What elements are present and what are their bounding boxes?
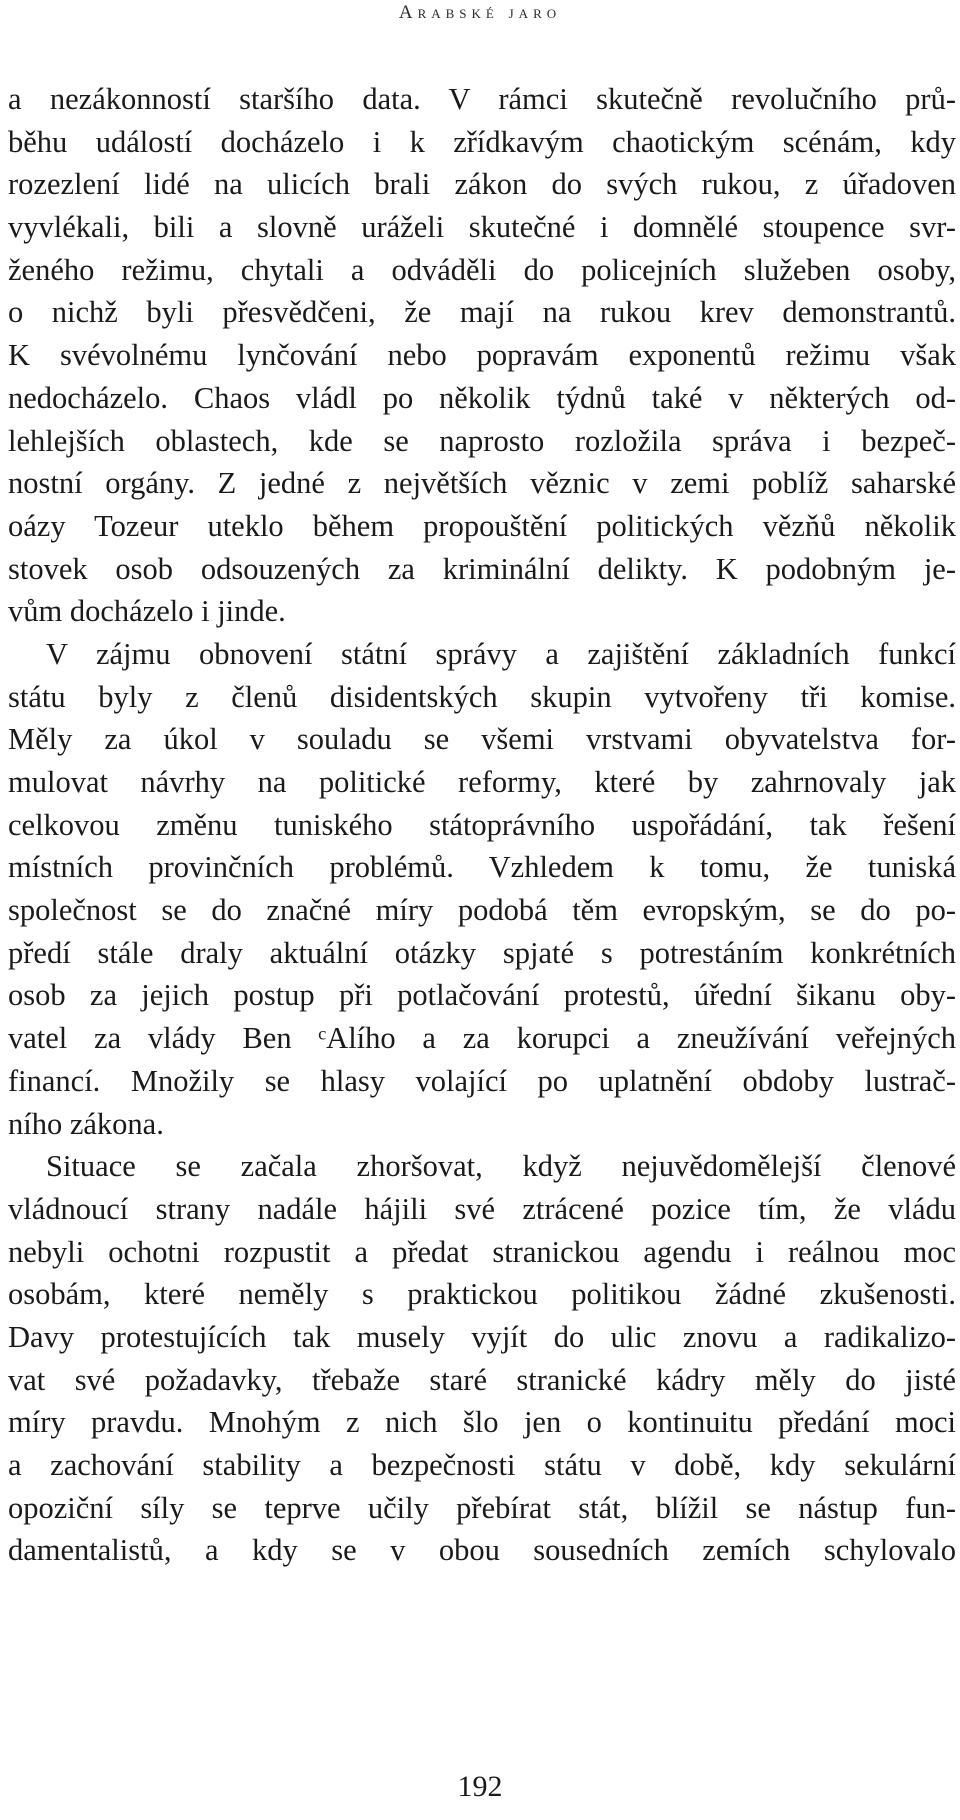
- text-line: damentalistů, a kdy se v obou sousedních zemích schylovalo: [8, 1533, 956, 1568]
- text-line: stovek osob odsouzených za kriminální delikty. K podobným je-: [8, 551, 956, 586]
- text-line: celkovou změnu tuniského státoprávního uspořádání, tak řešení: [8, 807, 956, 842]
- text-line: Měly za úkol v souladu se všemi vrstvami obyvatelstva for-: [8, 722, 956, 757]
- text-line: K svévolnému lynčování nebo popravám exponentů režimu však: [8, 338, 956, 373]
- text-line: nostní orgány. Z jedné z největších věznic v zemi poblíž saharské: [8, 466, 956, 501]
- text-line: běhu událostí docházelo i k zřídkavým chaotickým scénám, kdy: [8, 124, 956, 159]
- text-line: míry pravdu. Mnohým z nich šlo jen o kontinuitu předání moci: [8, 1405, 956, 1440]
- text-line: oázy Tozeur uteklo během propouštění politických vězňů několik: [8, 508, 956, 543]
- text-line: místních provinčních problémů. Vzhledem k tomu, že tuniská: [8, 850, 956, 885]
- paragraph: [8, 633, 956, 1145]
- page-number: 192: [457, 1770, 503, 1803]
- text-line: vům docházelo i jinde.: [8, 594, 286, 629]
- text-line: osobám, které neměly s praktickou politikou žádné zkušenosti.: [8, 1277, 956, 1312]
- text-line: společnost se do značné míry podobá těm evropským, se do po-: [8, 893, 956, 928]
- text-line: opoziční síly se teprve učily přebírat stát, blížil se nástup fun-: [8, 1490, 956, 1525]
- text-line: Situace se začala zhoršovat, když nejuvědomělejší členové: [46, 1149, 956, 1184]
- text-line: V zájmu obnovení státní správy a zajištění základních funkcí: [46, 636, 956, 671]
- body-text: [8, 78, 956, 1572]
- text-line: rozezlení lidé na ulicích brali zákon do svých rukou, z úřadoven: [8, 167, 956, 202]
- text-line: osob za jejich postup při potlačování protestů, úřední šikanu oby-: [8, 978, 956, 1013]
- text-line: státu byly z členů disidentských skupin vytvořeny tři komise.: [8, 679, 956, 714]
- text-line: ženého režimu, chytali a odváděli do policejních služeben osoby,: [8, 252, 956, 287]
- text-line: mulovat návrhy na politické reformy, které by zahrnovaly jak: [8, 765, 956, 799]
- text-line: financí. Množily se hlasy volající po uplatnění obdoby lustrač-: [8, 1063, 956, 1098]
- text-line: vat své požadavky, třebaže staré stranické kádry měly do jisté: [8, 1362, 956, 1397]
- text-line: nebyli ochotni rozpustit a předat stranickou agendu i reálnou moc: [8, 1234, 956, 1269]
- paragraph: [8, 78, 956, 633]
- text-line: a nezákonností staršího data. V rámci skutečně revolučního prů-: [8, 82, 956, 116]
- text-line: předí stále draly aktuální otázky spjaté s potrestáním konkrétních: [8, 935, 956, 970]
- text-line: ního zákona.: [8, 1106, 164, 1141]
- text-line: lehlejších oblastech, kde se naprosto rozložila správa i bezpeč-: [8, 423, 956, 458]
- text-line: a zachování stability a bezpečnosti státu v době, kdy sekulární: [8, 1448, 956, 1482]
- text-line: vyvlékali, bili a slovně uráželi skutečné i domnělé stoupence svr-: [8, 210, 956, 245]
- running-head: Arabské jaro: [398, 2, 562, 23]
- text-line: nedocházelo. Chaos vládl po několik týdnů také v některých od-: [8, 380, 956, 415]
- paragraph: [8, 1145, 956, 1572]
- text-line: vatel za vlády Ben ᶜAlího a za korupci a zneužívání veřejných: [8, 1021, 956, 1056]
- text-line: Davy protestujících tak musely vyjít do ulic znovu a radikalizo-: [8, 1319, 956, 1354]
- text-line: vládnoucí strany nadále hájili své ztrácené pozice tím, že vládu: [8, 1191, 956, 1226]
- text-line: o nichž byli přesvědčeni, že mají na rukou krev demonstrantů.: [8, 295, 956, 330]
